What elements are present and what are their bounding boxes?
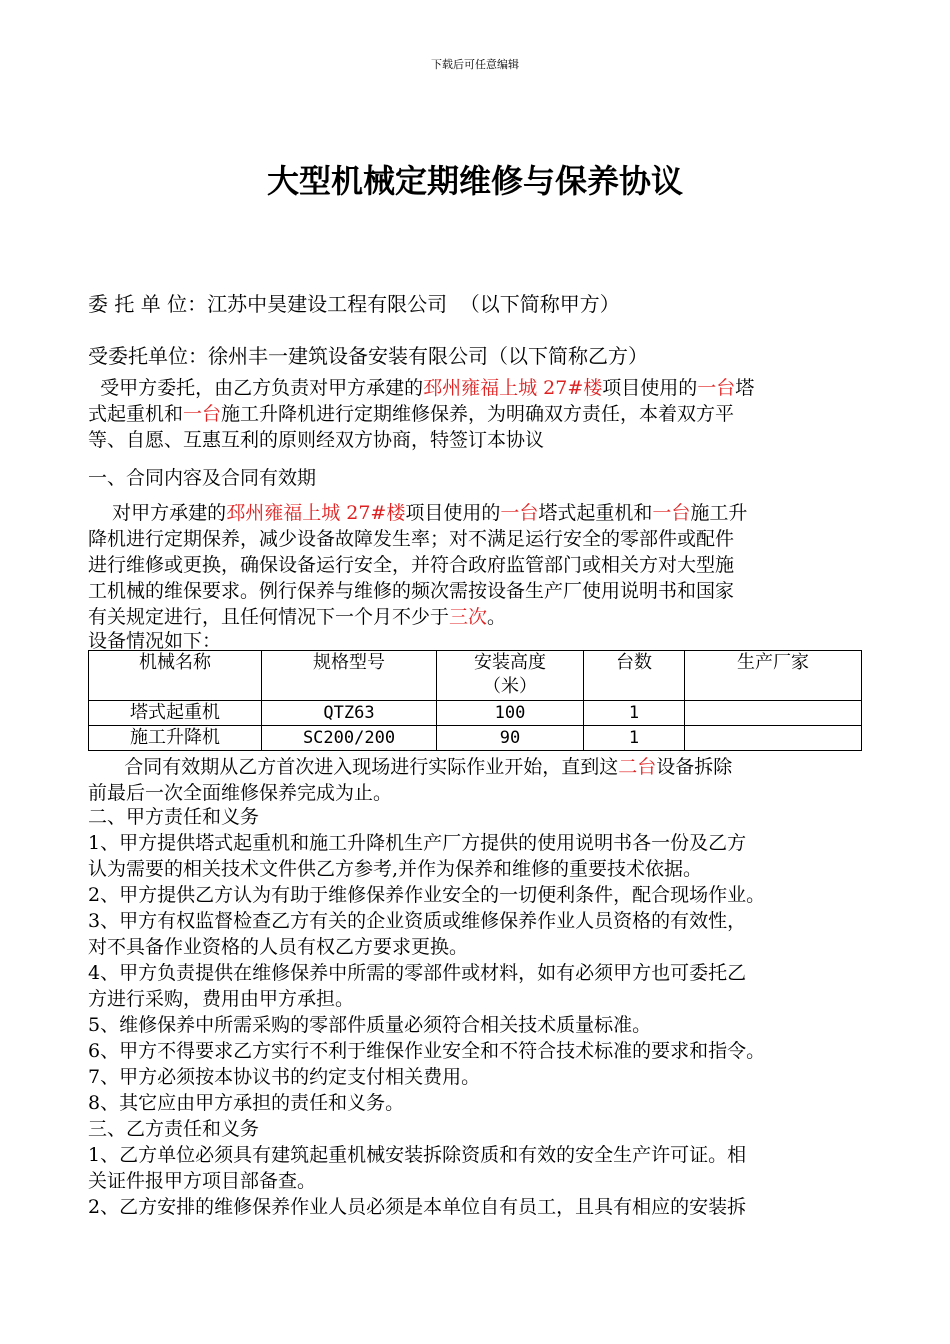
section2-item: 3、甲方有权监督检查乙方有关的企业资质或维修保养作业人员资格的有效性， xyxy=(88,910,747,932)
intro-text: 受甲方委托，由乙方负责对甲方承建的 xyxy=(100,377,424,399)
section1-text: 工机械的维保要求。例行保养与维修的频次需按设备生产厂使用说明书和国家 xyxy=(88,580,735,602)
header-note: 下载后可任意编辑 xyxy=(431,58,519,71)
quantity-highlight: 一台 xyxy=(183,403,222,425)
table-header-text: （米） xyxy=(483,676,537,697)
section2-item: 2、甲方提供乙方认为有助于维修保养作业安全的一切便利条件，配合现场作业。 xyxy=(88,884,766,906)
intro-text: 式起重机和 xyxy=(88,403,184,425)
section1-text: 。 xyxy=(487,606,507,628)
section1-text: 进行维修或更换，确保设备运行安全，并符合政府监管部门或相关方对大型施 xyxy=(88,554,735,576)
table-cell: 1 xyxy=(584,726,685,751)
project-name: 邳州雍福上城 27#楼 xyxy=(423,377,603,399)
contractor-line xyxy=(88,340,648,369)
section3-item: 关证件报甲方项目部备查。 xyxy=(88,1170,317,1192)
section1-text: 对甲方承建的 xyxy=(112,502,227,524)
table-header: 生产厂家 xyxy=(685,651,862,701)
client-line xyxy=(88,288,620,317)
table-header: 台数 xyxy=(584,651,685,701)
section2-item: 7、甲方必须按本协议书的约定支付相关费用。 xyxy=(88,1066,481,1088)
table-header-row xyxy=(89,651,862,701)
section1-paragraph xyxy=(88,500,868,652)
table-cell: SC200/200 xyxy=(262,726,437,751)
table-row xyxy=(89,701,862,726)
table-header: 规格型号 xyxy=(262,651,437,701)
contractor-label: 受委托单位： xyxy=(88,344,208,368)
quantity-highlight: 一台 xyxy=(500,502,539,524)
section1-text: 施工升 xyxy=(690,502,748,524)
validity-text: 前最后一次全面维修保养完成为止。 xyxy=(88,782,393,804)
validity-text: 设备拆除 xyxy=(656,756,733,778)
section2 xyxy=(88,804,868,1220)
section1-text: 降机进行定期保养，减少设备故障发生率；对不满足运行安全的零部件或配件 xyxy=(88,528,735,550)
table-cell xyxy=(685,701,862,726)
section2-item: 方进行采购，费用由甲方承担。 xyxy=(88,988,355,1010)
project-name: 邳州雍福上城 27#楼 xyxy=(226,502,406,524)
table-cell: 100 xyxy=(437,701,584,726)
table-cell: 塔式起重机 xyxy=(89,701,262,726)
table-cell: 1 xyxy=(584,701,685,726)
section1-text: 塔式起重机和 xyxy=(538,502,653,524)
section2-item: 认为需要的相关技术文件供乙方参考,并作为保养和维修的重要技术依据。 xyxy=(88,858,703,880)
section3-item: 2、乙方安排的维修保养作业人员必须是本单位自有员工，且具有相应的安装拆 xyxy=(88,1196,747,1218)
table-header xyxy=(437,651,584,701)
client-label: 委 托 单 位： xyxy=(88,292,208,316)
section2-item: 5、维修保养中所需采购的零部件质量必须符合相关技术质量标准。 xyxy=(88,1014,652,1036)
quantity-highlight: 二台 xyxy=(618,756,657,778)
document-title: 大型机械定期维修与保养协议 xyxy=(266,162,683,200)
client-alias: （以下简称甲方） xyxy=(459,292,620,316)
quantity-highlight: 一台 xyxy=(697,377,736,399)
quantity-highlight: 一台 xyxy=(652,502,691,524)
table-cell: 施工升降机 xyxy=(89,726,262,751)
section2-item: 1、甲方提供塔式起重机和施工升降机生产厂方提供的使用说明书各一份及乙方 xyxy=(88,832,747,854)
intro-text: 施工升降机进行定期维修保养，为明确双方责任，本着双方平 xyxy=(221,403,735,425)
section3-heading: 三、乙方责任和义务 xyxy=(88,1118,260,1140)
contractor-name: 徐州丰一建筑设备安装有限公司 xyxy=(208,344,488,368)
section1-heading: 一、合同内容及合同有效期 xyxy=(88,467,317,489)
table-header-text: 安装高度 xyxy=(474,652,546,673)
table-cell xyxy=(685,726,862,751)
frequency-highlight: 三次 xyxy=(449,606,488,628)
section2-heading: 二、甲方责任和义务 xyxy=(88,806,260,828)
equipment-table xyxy=(88,650,862,751)
section2-item: 对不具备作业资格的人员有权乙方要求更换。 xyxy=(88,936,469,958)
section2-item: 4、甲方负责提供在维修保养中所需的零部件或材料，如有必须甲方也可委托乙 xyxy=(88,962,747,984)
section3-item: 1、乙方单位必须具有建筑起重机械安装拆除资质和有效的安全生产许可证。相 xyxy=(88,1144,747,1166)
validity-paragraph xyxy=(88,754,868,806)
section1-text: 有关规定进行，且任何情况下一个月不少于 xyxy=(88,606,450,628)
table-header: 机械名称 xyxy=(89,651,262,701)
intro-paragraph xyxy=(88,375,868,453)
table-cell: QTZ63 xyxy=(262,701,437,726)
table-cell: 90 xyxy=(437,726,584,751)
contractor-alias: （以下简称乙方） xyxy=(488,344,648,368)
section1-text: 项目使用的 xyxy=(405,502,501,524)
intro-text: 塔 xyxy=(735,377,755,399)
intro-text: 等、自愿、互惠互利的原则经双方协商，特签订本协议 xyxy=(88,429,545,451)
section2-item: 8、其它应由甲方承担的责任和义务。 xyxy=(88,1092,405,1114)
client-name: 江苏中昊建设工程有限公司 xyxy=(207,292,448,316)
validity-text: 合同有效期从乙方首次进入现场进行实际作业开始，直到这 xyxy=(124,756,619,778)
section2-item: 6、甲方不得要求乙方实行不利于维保作业安全和不符合技术标准的要求和指令。 xyxy=(88,1040,766,1062)
intro-text: 项目使用的 xyxy=(602,377,698,399)
equipment-label: 设备情况如下： xyxy=(88,630,222,652)
table-row xyxy=(89,726,862,751)
